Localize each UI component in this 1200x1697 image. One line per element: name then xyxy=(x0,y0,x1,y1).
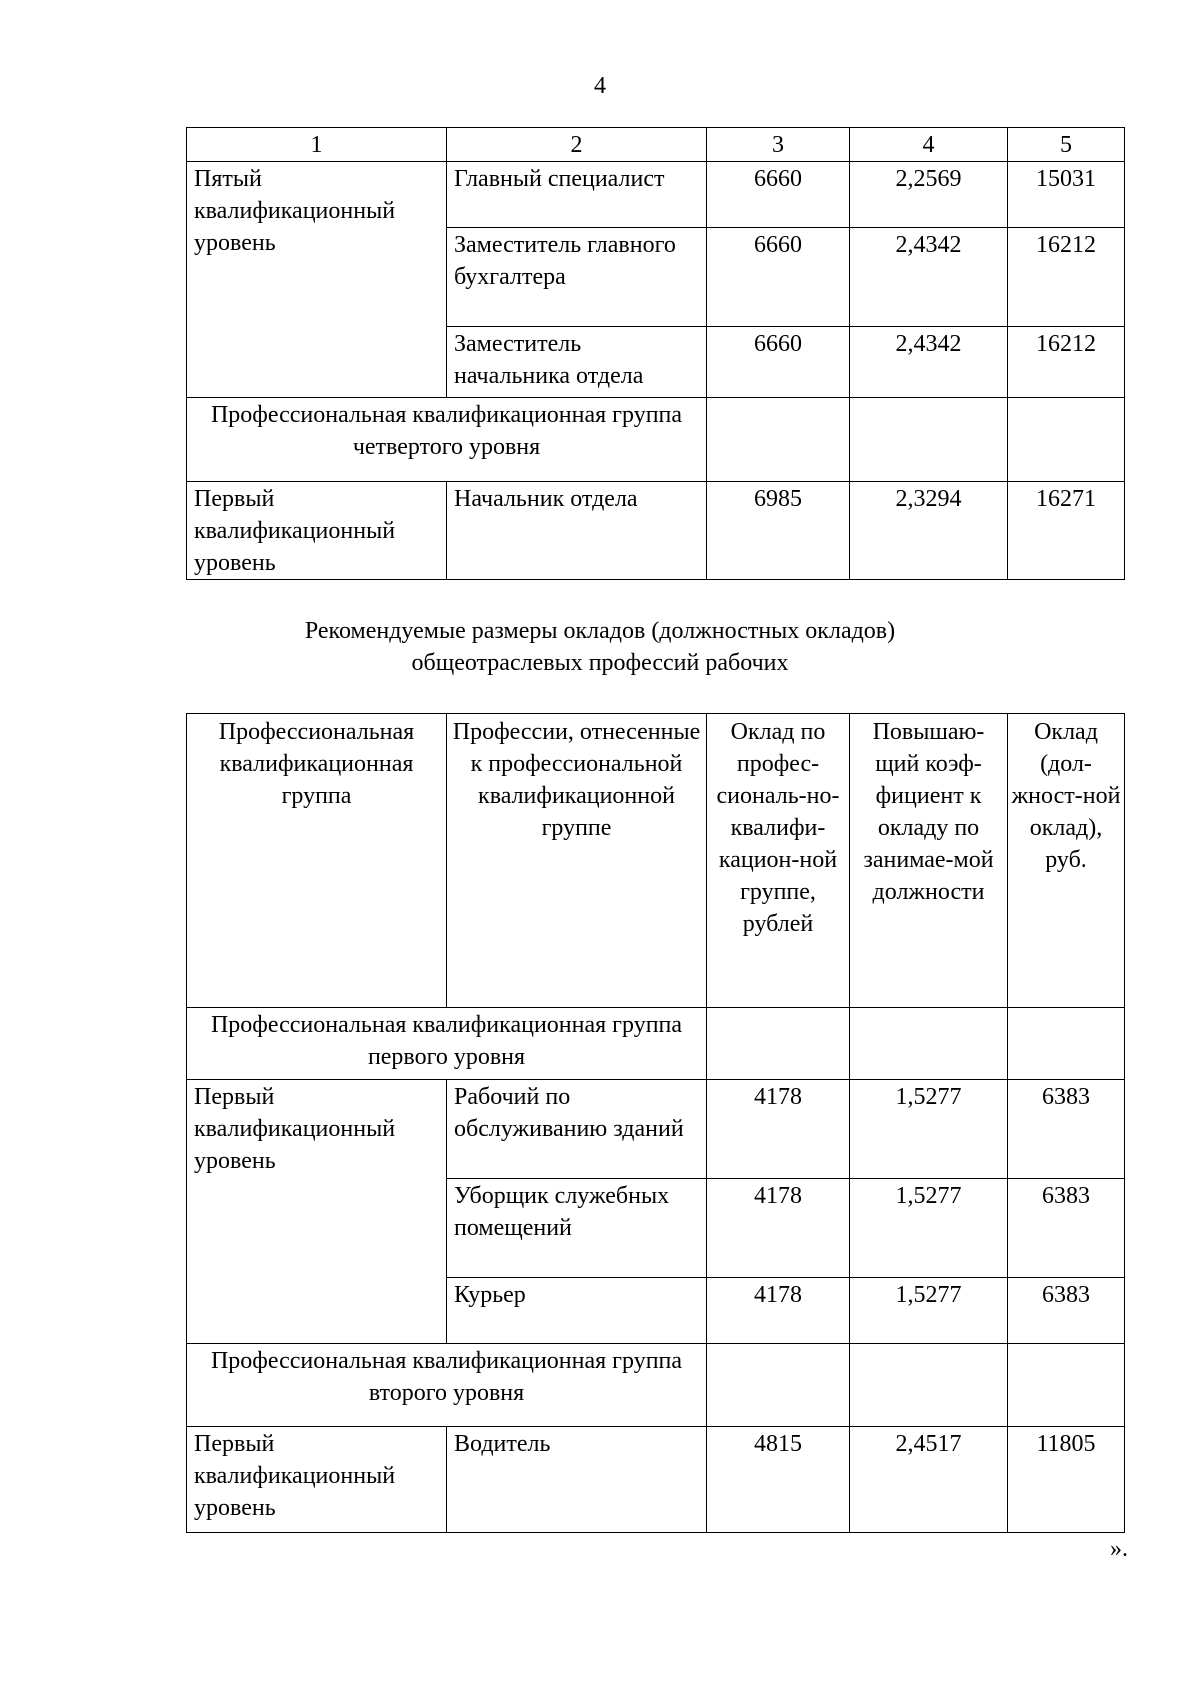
base-salary: 4178 xyxy=(707,1278,850,1344)
total-salary: 16212 xyxy=(1008,228,1125,327)
group-title: Профессиональная квалификационная группа четвертого уровня xyxy=(187,398,707,482)
section-title: Рекомендуемые размеры окладов (должностных окладов) общеотраслевых профессий рабочих xyxy=(304,618,896,676)
header-coefficient: Повышаю-щий коэф-фициент к окладу по занимае-мой должности xyxy=(850,714,1008,1008)
qualification-level: Первый квалификационный уровень xyxy=(187,482,447,580)
total-salary: 6383 xyxy=(1008,1179,1125,1278)
header-group: Профессиональная квалификационная группа xyxy=(187,714,447,1008)
coefficient: 1,5277 xyxy=(850,1179,1008,1278)
table-row xyxy=(187,162,1125,228)
closing-quote: ». xyxy=(1110,1536,1128,1562)
col-number: 2 xyxy=(447,128,707,162)
qualification-level: Первый квалификационный уровень xyxy=(187,1427,447,1533)
base-salary: 6660 xyxy=(707,327,850,398)
position-name: Водитель xyxy=(447,1427,707,1533)
position-name: Рабочий по обслуживанию зданий xyxy=(447,1080,707,1179)
col-number: 4 xyxy=(850,128,1008,162)
header-professions: Профессии, отнесенные к профессиональной квалификационной группе xyxy=(447,714,707,1008)
position-name: Заместитель начальника отдела xyxy=(447,327,707,398)
base-salary: 6985 xyxy=(707,482,850,580)
group-title-row xyxy=(187,398,1125,482)
coefficient: 2,4342 xyxy=(850,228,1008,327)
position-name: Заместитель главного бухгалтера xyxy=(447,228,707,327)
salary-table-specialists xyxy=(186,127,1125,580)
col-number: 5 xyxy=(1008,128,1125,162)
table-row xyxy=(187,1080,1125,1179)
col-number: 3 xyxy=(707,128,850,162)
coefficient: 2,2569 xyxy=(850,162,1008,228)
base-salary: 4815 xyxy=(707,1427,850,1533)
coefficient: 2,4342 xyxy=(850,327,1008,398)
total-salary: 11805 xyxy=(1008,1427,1125,1533)
group-title-row xyxy=(187,1008,1125,1080)
base-salary: 6660 xyxy=(707,228,850,327)
coefficient: 1,5277 xyxy=(850,1080,1008,1179)
coefficient: 2,3294 xyxy=(850,482,1008,580)
salary-table-workers xyxy=(186,713,1125,1533)
base-salary: 4178 xyxy=(707,1179,850,1278)
column-number-row xyxy=(187,128,1125,162)
coefficient: 2,4517 xyxy=(850,1427,1008,1533)
header-base-salary: Оклад по профес-сиональ-но-квалифи-кацион-ной группе, рублей xyxy=(707,714,850,1008)
group-title: Профессиональная квалификационная группа второго уровня xyxy=(187,1344,707,1427)
position-name: Курьер xyxy=(447,1278,707,1344)
table-row xyxy=(187,1427,1125,1533)
group-title-row xyxy=(187,1344,1125,1427)
group-title: Профессиональная квалификационная группа первого уровня xyxy=(187,1008,707,1080)
header-total: Оклад (дол-жност-ной оклад), руб. xyxy=(1008,714,1125,1008)
base-salary: 4178 xyxy=(707,1080,850,1179)
page-number: 4 xyxy=(594,73,606,99)
total-salary: 16271 xyxy=(1008,482,1125,580)
position-name: Уборщик служебных помещений xyxy=(447,1179,707,1278)
qualification-level: Пятый квалификационный уровень xyxy=(187,162,447,398)
header-row xyxy=(187,714,1125,1008)
total-salary: 6383 xyxy=(1008,1278,1125,1344)
position-name: Начальник отдела xyxy=(447,482,707,580)
qualification-level: Первый квалификационный уровень xyxy=(187,1080,447,1344)
total-salary: 15031 xyxy=(1008,162,1125,228)
total-salary: 6383 xyxy=(1008,1080,1125,1179)
col-number: 1 xyxy=(187,128,447,162)
base-salary: 6660 xyxy=(707,162,850,228)
position-name: Главный специалист xyxy=(447,162,707,228)
coefficient: 1,5277 xyxy=(850,1278,1008,1344)
table-row xyxy=(187,482,1125,580)
total-salary: 16212 xyxy=(1008,327,1125,398)
